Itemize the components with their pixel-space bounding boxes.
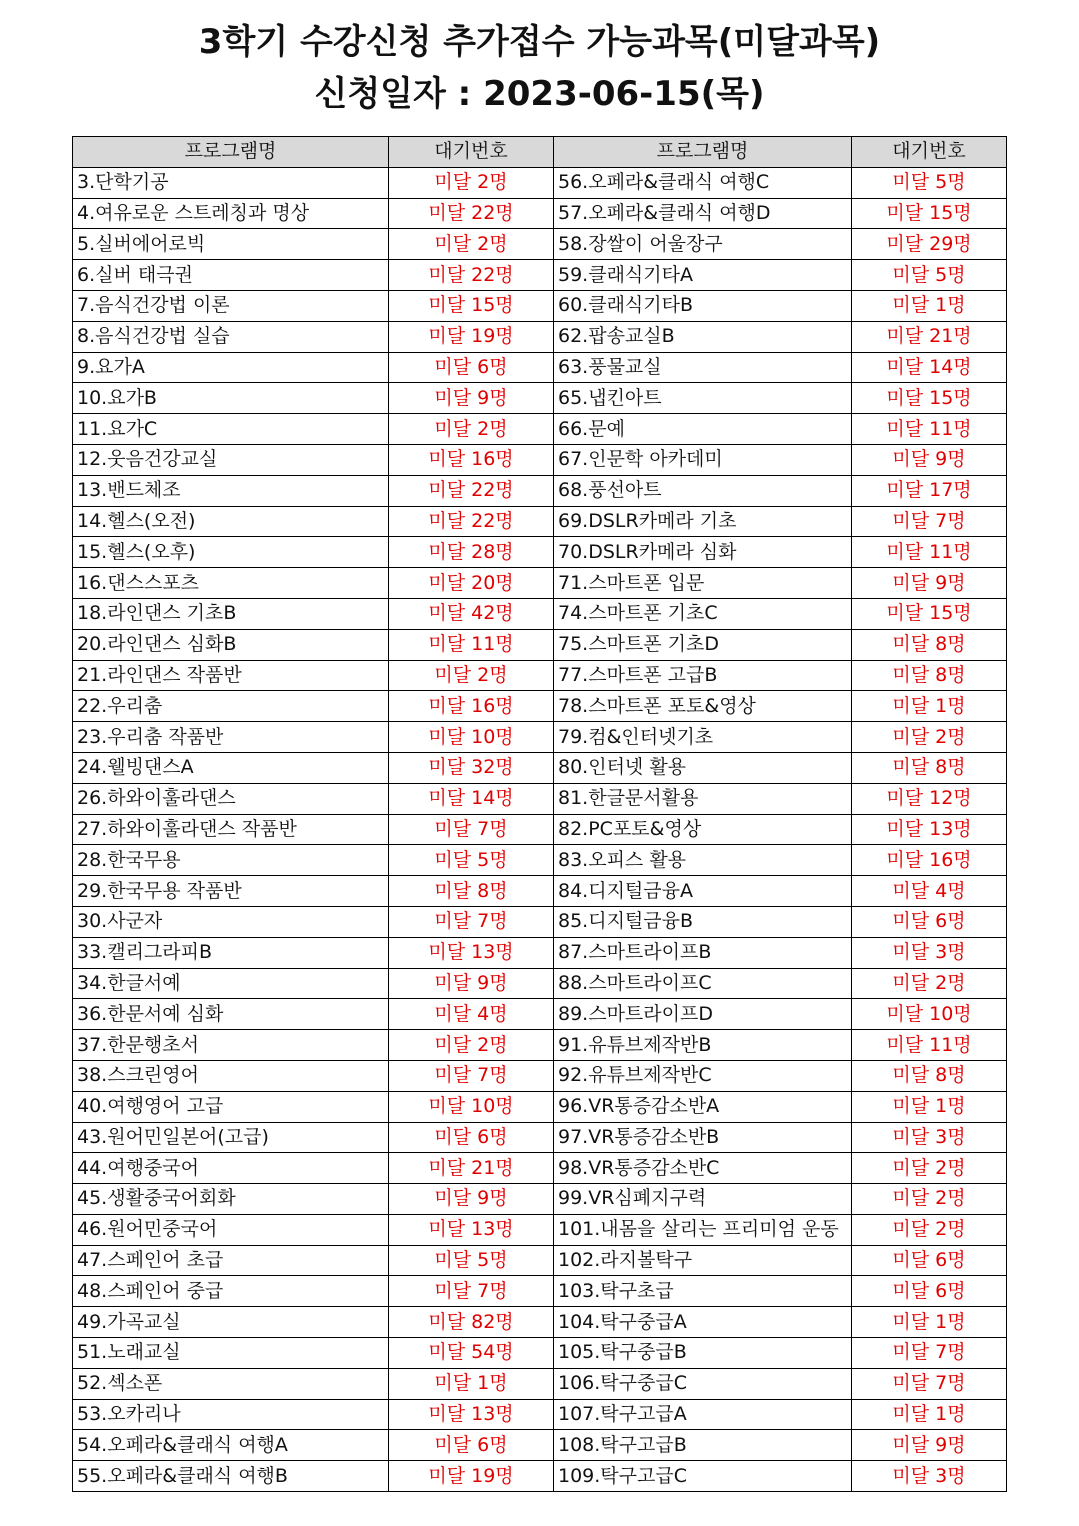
course-name-left: 52.섹소폰 xyxy=(73,1368,389,1399)
table-row xyxy=(73,568,1007,599)
course-name-left: 9.요가A xyxy=(73,352,389,383)
table-header-row xyxy=(73,137,1007,168)
course-name-right: 68.풍선아트 xyxy=(554,475,852,506)
wait-count-right: 미달 4명 xyxy=(852,876,1007,907)
course-name-left: 28.한국무용 xyxy=(73,845,389,876)
course-name-right: 71.스마트폰 입문 xyxy=(554,568,852,599)
wait-count-left: 미달 32명 xyxy=(389,752,554,783)
wait-count-right: 미달 5명 xyxy=(852,167,1007,198)
course-name-right: 79.컴&인터넷기초 xyxy=(554,722,852,753)
wait-count-right: 미달 1명 xyxy=(852,1399,1007,1430)
course-name-left: 11.요가C xyxy=(73,414,389,445)
course-name-left: 51.노래교실 xyxy=(73,1338,389,1369)
course-name-right: 101.내몸을 살리는 프리미엄 운동 xyxy=(554,1214,852,1245)
course-name-right: 60.클래식기타B xyxy=(554,290,852,321)
wait-count-right: 미달 8명 xyxy=(852,752,1007,783)
table-row xyxy=(73,752,1007,783)
course-name-left: 53.오카리나 xyxy=(73,1399,389,1430)
wait-count-right: 미달 11명 xyxy=(852,537,1007,568)
table-row xyxy=(73,198,1007,229)
table-row xyxy=(73,1184,1007,1215)
wait-count-right: 미달 2명 xyxy=(852,968,1007,999)
wait-count-left: 미달 5명 xyxy=(389,845,554,876)
wait-count-right: 미달 6명 xyxy=(852,906,1007,937)
header-wait-left: 대기번호 xyxy=(389,137,554,168)
wait-count-right: 미달 15명 xyxy=(852,198,1007,229)
wait-count-left: 미달 13명 xyxy=(389,1214,554,1245)
course-name-right: 84.디지털금융A xyxy=(554,876,852,907)
wait-count-left: 미달 8명 xyxy=(389,876,554,907)
wait-count-right: 미달 15명 xyxy=(852,383,1007,414)
table-row xyxy=(73,1214,1007,1245)
table-row xyxy=(73,1461,1007,1492)
wait-count-right: 미달 8명 xyxy=(852,629,1007,660)
course-name-left: 26.하와이훌라댄스 xyxy=(73,783,389,814)
table-row xyxy=(73,1430,1007,1461)
course-name-left: 7.음식건강법 이론 xyxy=(73,290,389,321)
wait-count-right: 미달 1명 xyxy=(852,1091,1007,1122)
wait-count-right: 미달 29명 xyxy=(852,229,1007,260)
wait-count-left: 미달 2명 xyxy=(389,167,554,198)
wait-count-right: 미달 7명 xyxy=(852,506,1007,537)
course-name-right: 70.DSLR카메라 심화 xyxy=(554,537,852,568)
course-name-right: 109.탁구고급C xyxy=(554,1461,852,1492)
wait-count-right: 미달 3명 xyxy=(852,1122,1007,1153)
course-name-left: 38.스크린영어 xyxy=(73,1060,389,1091)
course-name-right: 66.문예 xyxy=(554,414,852,445)
table-row xyxy=(73,321,1007,352)
course-name-left: 23.우리춤 작품반 xyxy=(73,722,389,753)
table-row xyxy=(73,1153,1007,1184)
wait-count-right: 미달 8명 xyxy=(852,660,1007,691)
wait-count-right: 미달 16명 xyxy=(852,845,1007,876)
wait-count-right: 미달 7명 xyxy=(852,1368,1007,1399)
wait-count-right: 미달 9명 xyxy=(852,568,1007,599)
wait-count-left: 미달 11명 xyxy=(389,629,554,660)
wait-count-left: 미달 42명 xyxy=(389,598,554,629)
course-name-left: 49.가곡교실 xyxy=(73,1307,389,1338)
table-row xyxy=(73,1338,1007,1369)
course-name-left: 5.실버에어로빅 xyxy=(73,229,389,260)
wait-count-right: 미달 13명 xyxy=(852,814,1007,845)
table-row xyxy=(73,937,1007,968)
wait-count-right: 미달 9명 xyxy=(852,1430,1007,1461)
wait-count-right: 미달 1명 xyxy=(852,290,1007,321)
course-name-left: 12.웃음건강교실 xyxy=(73,444,389,475)
course-name-left: 34.한글서예 xyxy=(73,968,389,999)
wait-count-left: 미달 6명 xyxy=(389,352,554,383)
wait-count-left: 미달 6명 xyxy=(389,1430,554,1461)
wait-count-right: 미달 2명 xyxy=(852,1184,1007,1215)
course-name-left: 40.여행영어 고급 xyxy=(73,1091,389,1122)
wait-count-right: 미달 12명 xyxy=(852,783,1007,814)
course-name-left: 13.밴드체조 xyxy=(73,475,389,506)
course-name-right: 57.오페라&클래식 여행D xyxy=(554,198,852,229)
wait-count-right: 미달 3명 xyxy=(852,1461,1007,1492)
course-name-left: 36.한문서예 심화 xyxy=(73,999,389,1030)
wait-count-left: 미달 10명 xyxy=(389,1091,554,1122)
course-name-right: 89.스마트라이프D xyxy=(554,999,852,1030)
wait-count-left: 미달 13명 xyxy=(389,937,554,968)
course-name-left: 45.생활중국어회화 xyxy=(73,1184,389,1215)
course-name-left: 6.실버 태극권 xyxy=(73,260,389,291)
table-row xyxy=(73,352,1007,383)
wait-count-left: 미달 19명 xyxy=(389,1461,554,1492)
table-row xyxy=(73,1060,1007,1091)
course-name-left: 54.오페라&클래식 여행A xyxy=(73,1430,389,1461)
course-name-right: 75.스마트폰 기초D xyxy=(554,629,852,660)
course-name-left: 46.원어민중국어 xyxy=(73,1214,389,1245)
course-name-right: 58.장쌀이 어울장구 xyxy=(554,229,852,260)
course-name-right: 77.스마트폰 고급B xyxy=(554,660,852,691)
application-date: 신청일자 : 2023-06-15(목) xyxy=(314,74,765,114)
course-name-right: 108.탁구고급B xyxy=(554,1430,852,1461)
wait-count-right: 미달 7명 xyxy=(852,1338,1007,1369)
course-name-left: 21.라인댄스 작품반 xyxy=(73,660,389,691)
course-name-left: 15.헬스(오후) xyxy=(73,537,389,568)
wait-count-right: 미달 2명 xyxy=(852,722,1007,753)
course-name-left: 16.댄스스포츠 xyxy=(73,568,389,599)
table-row xyxy=(73,598,1007,629)
wait-count-right: 미달 6명 xyxy=(852,1276,1007,1307)
course-name-left: 47.스페인어 초급 xyxy=(73,1245,389,1276)
table-row xyxy=(73,660,1007,691)
course-name-left: 37.한문행초서 xyxy=(73,1030,389,1061)
table-row xyxy=(73,475,1007,506)
wait-count-right: 미달 1명 xyxy=(852,1307,1007,1338)
wait-count-right: 미달 8명 xyxy=(852,1060,1007,1091)
course-name-right: 98.VR통증감소반C xyxy=(554,1153,852,1184)
wait-count-right: 미달 21명 xyxy=(852,321,1007,352)
wait-count-left: 미달 28명 xyxy=(389,537,554,568)
wait-count-right: 미달 1명 xyxy=(852,691,1007,722)
course-name-right: 105.탁구중급B xyxy=(554,1338,852,1369)
wait-count-left: 미달 16명 xyxy=(389,691,554,722)
table-row xyxy=(73,1276,1007,1307)
course-name-right: 78.스마트폰 포토&영상 xyxy=(554,691,852,722)
course-name-right: 107.탁구고급A xyxy=(554,1399,852,1430)
table-row xyxy=(73,1307,1007,1338)
wait-count-left: 미달 2명 xyxy=(389,229,554,260)
course-name-left: 48.스페인어 중급 xyxy=(73,1276,389,1307)
table-row xyxy=(73,1122,1007,1153)
wait-count-left: 미달 9명 xyxy=(389,1184,554,1215)
wait-count-right: 미달 9명 xyxy=(852,444,1007,475)
course-name-right: 82.PC포토&영상 xyxy=(554,814,852,845)
wait-count-left: 미달 7명 xyxy=(389,814,554,845)
table-row xyxy=(73,167,1007,198)
table-row xyxy=(73,845,1007,876)
course-name-right: 97.VR통증감소반B xyxy=(554,1122,852,1153)
wait-count-right: 미달 6명 xyxy=(852,1245,1007,1276)
wait-count-right: 미달 15명 xyxy=(852,598,1007,629)
course-name-left: 4.여유로운 스트레칭과 명상 xyxy=(73,198,389,229)
wait-count-left: 미달 19명 xyxy=(389,321,554,352)
wait-count-left: 미달 15명 xyxy=(389,290,554,321)
course-name-right: 102.라지볼탁구 xyxy=(554,1245,852,1276)
wait-count-left: 미달 10명 xyxy=(389,722,554,753)
wait-count-right: 미달 11명 xyxy=(852,414,1007,445)
course-name-right: 83.오피스 활용 xyxy=(554,845,852,876)
wait-count-left: 미달 9명 xyxy=(389,383,554,414)
wait-count-right: 미달 17명 xyxy=(852,475,1007,506)
course-name-right: 65.냅킨아트 xyxy=(554,383,852,414)
course-name-left: 18.라인댄스 기초B xyxy=(73,598,389,629)
course-name-left: 24.웰빙댄스A xyxy=(73,752,389,783)
course-name-right: 92.유튜브제작반C xyxy=(554,1060,852,1091)
course-name-right: 80.인터넷 활용 xyxy=(554,752,852,783)
wait-count-right: 미달 11명 xyxy=(852,1030,1007,1061)
wait-count-left: 미달 2명 xyxy=(389,414,554,445)
course-name-right: 59.클래식기타A xyxy=(554,260,852,291)
course-name-left: 8.음식건강법 실습 xyxy=(73,321,389,352)
course-name-left: 44.여행중국어 xyxy=(73,1153,389,1184)
wait-count-left: 미달 16명 xyxy=(389,444,554,475)
table-row xyxy=(73,229,1007,260)
table-row xyxy=(73,383,1007,414)
table-row xyxy=(73,1399,1007,1430)
course-name-right: 62.팝송교실B xyxy=(554,321,852,352)
table-row xyxy=(73,290,1007,321)
course-name-left: 27.하와이훌라댄스 작품반 xyxy=(73,814,389,845)
document-title: 3학기 수강신청 추가접수 가능과목(미달과목) xyxy=(198,22,881,62)
wait-count-left: 미달 2명 xyxy=(389,660,554,691)
course-name-right: 69.DSLR카메라 기초 xyxy=(554,506,852,537)
header-program-right: 프로그램명 xyxy=(554,137,852,168)
wait-count-left: 미달 9명 xyxy=(389,968,554,999)
table-row xyxy=(73,968,1007,999)
undersubscribed-courses-table xyxy=(72,136,1007,1492)
table-row xyxy=(73,506,1007,537)
course-name-left: 20.라인댄스 심화B xyxy=(73,629,389,660)
course-name-left: 10.요가B xyxy=(73,383,389,414)
course-name-right: 63.풍물교실 xyxy=(554,352,852,383)
course-name-left: 29.한국무용 작품반 xyxy=(73,876,389,907)
course-name-right: 99.VR심폐지구력 xyxy=(554,1184,852,1215)
table-row xyxy=(73,537,1007,568)
course-name-left: 55.오페라&클래식 여행B xyxy=(73,1461,389,1492)
wait-count-left: 미달 5명 xyxy=(389,1245,554,1276)
course-name-left: 30.사군자 xyxy=(73,906,389,937)
header-program-left: 프로그램명 xyxy=(73,137,389,168)
wait-count-right: 미달 14명 xyxy=(852,352,1007,383)
wait-count-left: 미달 22명 xyxy=(389,475,554,506)
wait-count-left: 미달 20명 xyxy=(389,568,554,599)
table-row xyxy=(73,814,1007,845)
course-name-right: 91.유튜브제작반B xyxy=(554,1030,852,1061)
wait-count-right: 미달 3명 xyxy=(852,937,1007,968)
table-row xyxy=(73,1091,1007,1122)
course-name-left: 33.캘리그라피B xyxy=(73,937,389,968)
header-wait-right: 대기번호 xyxy=(852,137,1007,168)
table-row xyxy=(73,260,1007,291)
course-name-right: 67.인문학 아카데미 xyxy=(554,444,852,475)
course-name-left: 14.헬스(오전) xyxy=(73,506,389,537)
table-row xyxy=(73,722,1007,753)
table-row xyxy=(73,906,1007,937)
wait-count-right: 미달 10명 xyxy=(852,999,1007,1030)
wait-count-left: 미달 1명 xyxy=(389,1368,554,1399)
wait-count-left: 미달 4명 xyxy=(389,999,554,1030)
table-row xyxy=(73,1368,1007,1399)
wait-count-left: 미달 7명 xyxy=(389,1276,554,1307)
course-name-right: 74.스마트폰 기초C xyxy=(554,598,852,629)
course-name-right: 87.스마트라이프B xyxy=(554,937,852,968)
wait-count-left: 미달 22명 xyxy=(389,198,554,229)
table-row xyxy=(73,1030,1007,1061)
wait-count-left: 미달 22명 xyxy=(389,260,554,291)
table-row xyxy=(73,783,1007,814)
course-name-left: 22.우리춤 xyxy=(73,691,389,722)
course-name-right: 106.탁구중급C xyxy=(554,1368,852,1399)
wait-count-right: 미달 2명 xyxy=(852,1153,1007,1184)
wait-count-left: 미달 21명 xyxy=(389,1153,554,1184)
course-name-right: 85.디지털금융B xyxy=(554,906,852,937)
table-row xyxy=(73,691,1007,722)
table-row xyxy=(73,876,1007,907)
table-row xyxy=(73,444,1007,475)
wait-count-left: 미달 7명 xyxy=(389,906,554,937)
wait-count-left: 미달 22명 xyxy=(389,506,554,537)
wait-count-left: 미달 7명 xyxy=(389,1060,554,1091)
wait-count-right: 미달 2명 xyxy=(852,1214,1007,1245)
table-row xyxy=(73,1245,1007,1276)
wait-count-left: 미달 82명 xyxy=(389,1307,554,1338)
table-row xyxy=(73,629,1007,660)
wait-count-left: 미달 2명 xyxy=(389,1030,554,1061)
wait-count-right: 미달 5명 xyxy=(852,260,1007,291)
wait-count-left: 미달 54명 xyxy=(389,1338,554,1369)
wait-count-left: 미달 6명 xyxy=(389,1122,554,1153)
course-name-right: 56.오페라&클래식 여행C xyxy=(554,167,852,198)
wait-count-left: 미달 13명 xyxy=(389,1399,554,1430)
course-name-right: 104.탁구중급A xyxy=(554,1307,852,1338)
table-row xyxy=(73,414,1007,445)
course-name-left: 3.단학기공 xyxy=(73,167,389,198)
table-row xyxy=(73,999,1007,1030)
wait-count-left: 미달 14명 xyxy=(389,783,554,814)
course-name-right: 103.탁구초급 xyxy=(554,1276,852,1307)
course-name-left: 43.원어민일본어(고급) xyxy=(73,1122,389,1153)
course-name-right: 81.한글문서활용 xyxy=(554,783,852,814)
course-name-right: 88.스마트라이프C xyxy=(554,968,852,999)
course-name-right: 96.VR통증감소반A xyxy=(554,1091,852,1122)
